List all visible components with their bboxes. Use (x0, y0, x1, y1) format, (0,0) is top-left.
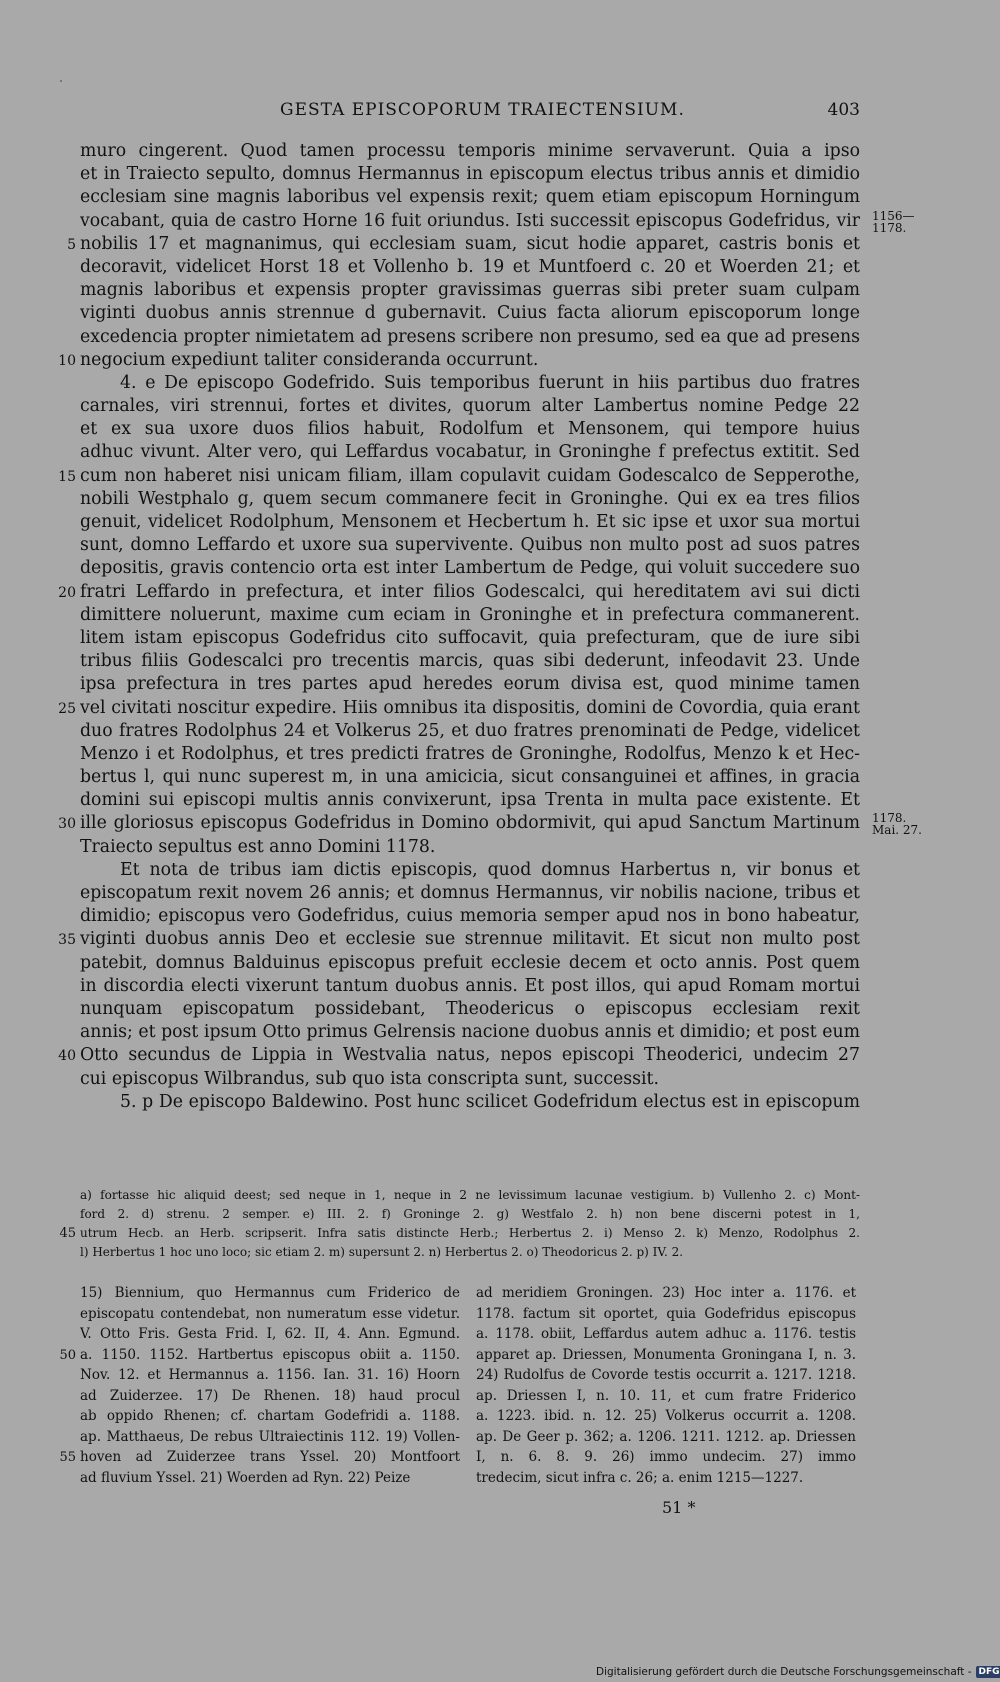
line-text: ap. Driessen I, n. 10. 11, et cum fratre Friderico (476, 1387, 856, 1404)
line-text: ad Zuiderzee. 17) De Rhenen. 18) haud procul (80, 1387, 460, 1404)
line-26 (80, 743, 860, 766)
line-number: 15 (58, 468, 76, 485)
fn-line-5 (476, 1386, 856, 1407)
page-number: 403 (827, 100, 860, 120)
fn-line-3 (476, 1345, 856, 1366)
dfg-logo: DFG (976, 1666, 1000, 1678)
line-text: in discordia electi vixerunt tantum duobus annis. Et post illos, qui apud Romam mortui (80, 975, 860, 996)
line-21 (80, 627, 860, 650)
crit-line-1 (80, 1205, 860, 1224)
line-text: decoravit, videlicet Horst 18 et Vollenho b. 19 et Muntfoerd c. 20 et Woerden 21; et (80, 256, 860, 277)
main-text-block (58, 140, 922, 1114)
line-25 (80, 720, 860, 743)
line-text: a. 1178. obiit, Leffardus autem adhuc a. 1176. testis (476, 1326, 856, 1342)
line-36 (80, 975, 860, 998)
margin-date-note: 1156— 1178. (872, 208, 915, 235)
line-text: episcopatu contendebat, non numeratum esse videtur. (80, 1305, 460, 1322)
line-text: patebit, domnus Balduinus episcopus prefuit ecclesie decem et octo annis. Post quem (80, 952, 860, 973)
line-text: nobili Westphalo g, quem secum commanere fecit in Groninghe. Qui ex ea tres filios (80, 488, 860, 509)
line-text: magnis laboribus et expensis propter gravissimas guerras sibi preter suam culpam (80, 280, 860, 301)
line-text: tredecim, sicut infra c. 26; a. enim 1215—1227. (476, 1469, 804, 1486)
line-23 (80, 673, 860, 696)
digitization-footer (596, 1663, 1000, 1680)
line-text: ford 2. d) strenu. 2 semper. e) III. 2. f) Groninge 2. g) Westfalo 2. h) non bene discerni potest in 1, (80, 1207, 860, 1221)
fn-line-4 (80, 1365, 460, 1386)
line-16 (80, 511, 860, 534)
line-text: annis; et post ipsum Otto primus Gelrensis nacione duobus annis et dimidio; et post eum (80, 1022, 860, 1043)
critical-apparatus (59, 1186, 860, 1262)
crit-line-3 (80, 1243, 860, 1262)
line-35 (80, 952, 860, 975)
fn-line-2 (80, 1324, 460, 1345)
fn-line-5 (80, 1386, 460, 1407)
fn-line-7 (80, 1427, 460, 1448)
line-text: a) fortasse hic aliquid deest; sed neque in 1, neque in 2 ne levissimum lacunae vestigium. b) Vullenho 2. c) Mont- (80, 1188, 860, 1202)
line-text: apparet ap. Driessen, Monumenta Groningana I, n. 3. (476, 1346, 856, 1363)
line-number: 35 (58, 932, 76, 949)
line-3 (80, 208, 915, 235)
fn-line-4 (476, 1365, 856, 1386)
line-text: cui episcopus Wilbrandus, sub quo ista conscripta sunt, successit. (80, 1068, 659, 1089)
sheet-signature: 51 * (662, 1498, 696, 1517)
line-17 (80, 534, 860, 557)
line-10 (80, 372, 860, 395)
line-text: muro cingerent. Quod tamen processu temporis minime servaverunt. Quia a ipso (80, 141, 860, 161)
line-text: viginti duobus annis Deo et ecclesie sue strennue militavit. Et sicut non multo post (80, 929, 860, 950)
fn-line-6 (80, 1406, 460, 1427)
line-31 (80, 859, 860, 882)
footnotes (59, 1283, 860, 1498)
line-text: vocabant, quia de castro Horne 16 fuit oriundus. Isti successit episcopus Godefridus, vir (80, 210, 860, 231)
line-number: 25 (58, 700, 76, 717)
line-text: duo fratres Rodolphus 24 et Volkerus 25, et duo fratres prenominati de Pedge, videlicet (80, 720, 860, 741)
fn-line-7 (476, 1427, 856, 1448)
line-33 (80, 905, 860, 928)
fn-line-9 (476, 1468, 856, 1489)
line-38 (80, 1021, 860, 1044)
line-text: litem istam episcopus Godefridus cito suffocavit, quia prefecturam, que de iure sibi (80, 627, 860, 648)
line-text: fratri Leffardo in prefectura, et inter filios Godescalci, qui hereditatem avi sui dicti (80, 581, 860, 602)
line-text: episcopatum rexit novem 26 annis; et domnus Hermannus, vir nobilis nacione, tribus et (80, 883, 860, 903)
fn-line-2 (476, 1324, 856, 1345)
line-text: bertus l, qui nunc superest m, in una amicicia, sicut consanguinei et affines, in gracia (80, 767, 860, 788)
line-6 (80, 279, 860, 302)
line-text: ipsa prefectura in tres partes apud heredes eorum divisa est, quod minime tamen (80, 674, 860, 695)
line-40 (80, 1068, 860, 1091)
fn-line-3 (59, 1345, 460, 1366)
line-text: utrum Hecb. an Herb. scripserit. Infra satis distincte Herb.; Herbertus 2. i) Menso 2. k) Menzo, Rodolphus 2. (80, 1226, 860, 1240)
line-number: 10 (58, 352, 76, 369)
line-number: 5 (67, 236, 76, 253)
line-18 (80, 557, 860, 580)
line-text: viginti duobus annis strennue d gubernavit. Cuius facta aliorum episcoporum longe (80, 303, 860, 324)
margin-date-note: 1178. Mai. 27. (872, 811, 922, 838)
line-text: 5. p De episcopo Baldewino. Post hunc scilicet Godefridum electus est in episcopum (120, 1091, 860, 1112)
line-text: tribus filiis Godescalci pro trecentis marcis, quas sibi dederunt, infeodavit 23. Unde (80, 651, 860, 672)
scan-speck (60, 80, 62, 82)
line-text: l) Herbertus 1 hoc uno loco; sic etiam 2. m) supersunt 2. n) Herbertus 2. o) Theodoricus 2. p) IV. 2. (80, 1245, 684, 1259)
line-text: a. 1150. 1152. Hartbertus episcopus obiit a. 1150. (80, 1346, 460, 1363)
line-37 (80, 998, 860, 1021)
fn-line-1 (80, 1304, 460, 1325)
line-number: 50 (59, 1347, 76, 1363)
line-0 (80, 140, 860, 163)
fn-line-0 (476, 1283, 856, 1304)
fn-line-0 (80, 1283, 460, 1304)
line-7 (80, 302, 860, 325)
line-text: hoven ad Zuiderzee trans Yssel. 20) Montfoort (80, 1449, 460, 1465)
line-15 (80, 488, 860, 511)
line-number: 45 (59, 1226, 76, 1241)
line-text: ap. De Geer p. 362; a. 1206. 1211. 1212. ap. Driessen (476, 1428, 856, 1445)
line-text: genuit, videlicet Rodolphum, Mensonem et Hecbertum h. Et sic ipse et uxor sua mortui (80, 512, 860, 532)
line-number: 20 (58, 584, 76, 601)
line-text: 24) Rudolfus de Covorde testis occurrit a. 1217. 1218. (476, 1367, 856, 1383)
line-text: ad fluvium Yssel. 21) Woerden ad Ryn. 22) Peize (80, 1469, 411, 1486)
line-text: adhuc vivunt. Alter vero, qui Leffardus vocabatur, in Groninghe f prefectus extitit. Sed (80, 442, 860, 463)
fn-line-6 (476, 1406, 856, 1427)
line-text: 1178. factum sit oportet, quia Godefridus episcopus (476, 1305, 856, 1322)
line-text: ad meridiem Groningen. 23) Hoc inter a. 1176. et (476, 1285, 856, 1301)
line-29 (58, 811, 922, 838)
line-text: et ex sua uxore duos filios habuit, Rodolfum et Mensonem, qui tempore huius (80, 419, 860, 440)
line-text: dimidio; episcopus vero Godefridus, cuius memoria semper apud nos in bono habeatur, (80, 906, 860, 927)
fn-line-8 (59, 1447, 460, 1468)
crit-line-0 (80, 1186, 860, 1205)
running-title: GESTA EPISCOPORUM TRAIECTENSIUM. (280, 100, 685, 120)
footnotes-right-column (476, 1283, 856, 1488)
footnotes-left-column (59, 1283, 460, 1488)
line-5 (80, 256, 860, 279)
line-28 (80, 789, 860, 812)
line-text: 4. e De episcopo Godefrido. Suis temporibus fuerunt in hiis partibus duo fratres (120, 372, 860, 393)
line-27 (80, 766, 860, 789)
line-12 (80, 418, 860, 441)
line-text: ecclesiam sine magnis laboribus vel expensis rexit; quem etiam episcopum Horningum (80, 187, 860, 208)
line-text: vel civitati noscitur expedire. Hiis omnibus ita dispositis, domini de Covordia, quia erant (80, 697, 860, 718)
line-text: 15) Biennium, quo Hermannus cum Friderico de (80, 1285, 460, 1301)
line-text: sunt, domno Leffardo et uxore sua supervivente. Quibus non multo post ad suos patres (80, 535, 860, 556)
line-number: 55 (59, 1450, 76, 1465)
crit-line-2 (59, 1224, 860, 1243)
footer-text: Digitalisierung gefördert durch die Deutsche Forschungsgemeinschaft - (596, 1665, 972, 1678)
line-number: 30 (58, 816, 76, 833)
line-text: dimittere noluerunt, maxime cum eciam in Groninghe et in prefectura commanerent. (80, 604, 860, 625)
fn-line-8 (476, 1447, 856, 1468)
line-text: V. Otto Fris. Gesta Frid. I, 62. II, 4. Ann. Egmund. (80, 1326, 460, 1342)
line-text: Nov. 12. et Hermannus a. 1156. Ian. 31. 16) Hoorn (80, 1367, 460, 1383)
line-text: nunquam episcopatum possidebant, Theodericus o episcopus ecclesiam rexit (80, 998, 860, 1019)
line-text: Traiecto sepultus est anno Domini 1178. (80, 836, 436, 857)
line-text: ab oppido Rhenen; cf. chartam Godefridi a. 1188. (80, 1408, 460, 1424)
line-22 (80, 650, 860, 673)
line-text: a. 1223. ibid. n. 12. 25) Volkerus occurrit a. 1208. (476, 1408, 856, 1424)
page-header (80, 100, 860, 128)
line-text: negocium expediunt taliter consideranda occurrunt. (80, 349, 539, 370)
line-text: domini sui episcopi multis annis convixerunt, ipsa Trenta in multa pace existente. Et (80, 790, 860, 811)
line-number: 40 (58, 1048, 76, 1065)
line-11 (80, 395, 860, 418)
line-9 (58, 349, 860, 372)
line-30 (80, 836, 860, 859)
line-text: Otto secundus de Lippia in Westvalia natus, nepos episcopi Theoderici, undecim 27 (80, 1045, 860, 1066)
line-text: excedencia propter nimietatem ad presens scribere non presumo, sed ea que ad presens (80, 326, 860, 347)
line-text: carnales, viri strennui, fortes et divites, quorum alter Lambertus nomine Pedge 22 (80, 396, 860, 417)
line-8 (80, 326, 860, 349)
line-34 (58, 928, 860, 951)
line-text: ille gloriosus episcopus Godefridus in Domino obdormivit, qui apud Sanctum Martinum (80, 813, 860, 834)
fn-line-1 (476, 1304, 856, 1325)
line-1 (80, 163, 860, 186)
line-41 (80, 1091, 860, 1114)
line-24 (58, 697, 860, 720)
line-text: Menzo i et Rodolphus, et tres predicti fratres de Groninghe, Rodolfus, Menzo k et Hec- (80, 743, 860, 764)
line-text: et in Traiecto sepulto, domnus Hermannus in episcopum electus tribus annis et dimidio (80, 164, 860, 185)
line-39 (58, 1044, 860, 1067)
line-text: ap. Matthaeus, De rebus Ultraiectinis 112. 19) Vollen- (80, 1428, 460, 1445)
line-32 (80, 882, 860, 905)
line-2 (80, 186, 860, 209)
line-20 (80, 604, 860, 627)
fn-line-9 (80, 1468, 460, 1489)
line-text: depositis, gravis contencio orta est inter Lambertum de Pedge, qui voluit succedere suo (80, 558, 860, 579)
line-text: cum non haberet nisi unicam filiam, illam copulavit cuidam Godescalco de Sepperothe, (80, 465, 860, 486)
line-text: Et nota de tribus iam dictis episcopis, quod domnus Harbertus n, vir bonus et (120, 859, 860, 880)
line-text: I, n. 6. 8. 9. 26) immo undecim. 27) immo (476, 1449, 856, 1465)
line-text: nobilis 17 et magnanimus, qui ecclesiam suam, sicut hodie apparet, castris bonis et (80, 233, 860, 254)
line-19 (58, 581, 860, 604)
line-4 (67, 233, 860, 256)
line-14 (58, 465, 860, 488)
line-13 (80, 441, 860, 464)
